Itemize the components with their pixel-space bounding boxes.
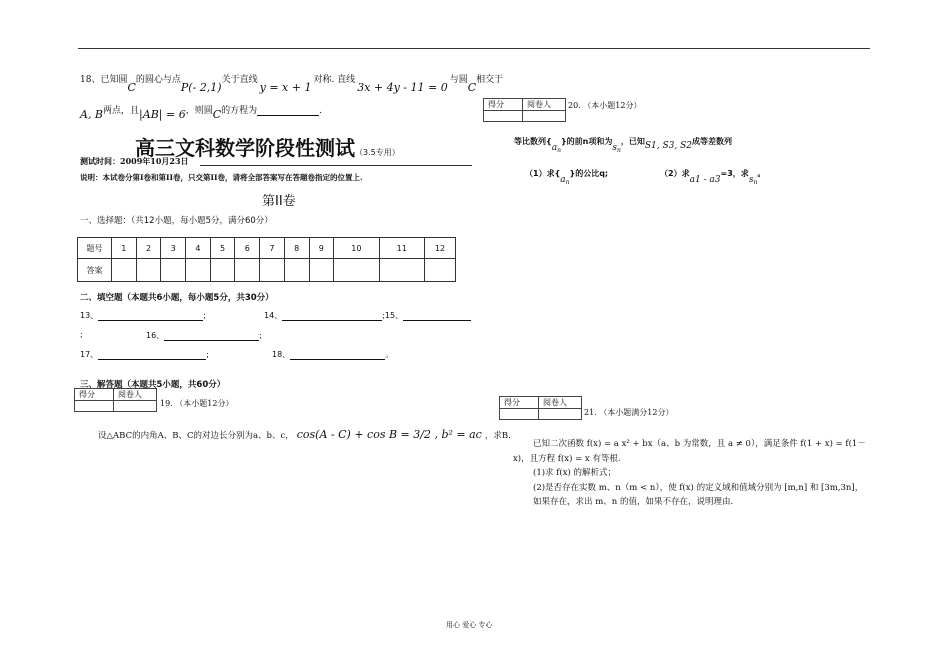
q21-line3: (1)求 f(x) 的解析式； [533,468,617,478]
table-row [78,259,456,282]
q21-line4: (2)是否存在实数 m、n（m < n），使 f(x) 的定义域和值域分别为 [m,n] 和 [3m,3n]， [533,483,864,493]
score-cell[interactable] [484,111,523,122]
question-number-cell: 8 [284,238,309,259]
score-cell[interactable] [500,409,539,420]
q21-header: 21. （本小题满分12分） [584,408,674,417]
q13-blank[interactable] [98,311,203,321]
table-row [500,397,582,409]
fill-row-3b: 18、 。 [272,350,394,359]
table-row [500,409,582,420]
answer-cell[interactable] [136,259,161,282]
reviewer-label: 阅卷人 [114,389,157,401]
answer-cell[interactable] [334,259,379,282]
question-number-cell: 7 [260,238,285,259]
page-title: 高三文科数学阶段性测试（3.5专用） [135,136,400,160]
score-label: 得分 [484,99,523,111]
fill-row-3: 17、 ; [80,350,209,359]
instruction: 说明：本试卷分第I卷和第II卷，只交第II卷，请将全部答案写在答题卷指定的位置上. [80,173,363,182]
q19-header: 19. （本小题12分） [160,399,234,408]
fill-row-2: ; [80,330,83,339]
score-label: 得分 [500,397,539,409]
test-time: 测试时间：2009年10月23日 [80,156,189,166]
q21-line1: 已知二次函数 f(x) = a x² + bx（a、b 为常数，且 a ≠ 0），满足条件 f(1 + x) = f(1－ [533,439,866,449]
reviewer-cell[interactable] [539,409,582,420]
answer-cell[interactable] [260,259,285,282]
top-rule [78,48,870,49]
q21-line5: 如果存在，求出 m、n 的值，如果不存在，说明理由. [533,497,734,507]
answer-cell[interactable] [284,259,309,282]
section3-heading: 三、解答题（本题共5小题，共60分） [80,380,226,390]
question-number-cell: 3 [161,238,186,259]
table-row [75,389,157,401]
score-box-20 [483,98,566,122]
fill-row-1: 13、 ; [80,311,206,320]
q14-blank[interactable] [282,311,382,321]
question-number-cell: 5 [210,238,235,259]
answer-cell[interactable] [425,259,456,282]
q18-fill-blank[interactable] [290,350,385,360]
answer-table [77,237,456,282]
q17-blank[interactable] [98,350,206,360]
fill-row-1b: 14、 ;15、 [264,310,471,321]
q15-blank[interactable] [403,311,471,321]
q16-blank[interactable] [164,331,259,341]
table-row [78,238,456,259]
q20-line1: 等比数列$\{a_n\}$的前n项和为$s_n$，已知S1, S3, S2成等差数列 [514,137,732,154]
question-number-cell: 1 [112,238,137,259]
title-rule [200,165,472,166]
reviewer-label: 阅卷人 [539,397,582,409]
table-row [484,111,566,122]
question-number-cell: 4 [186,238,211,259]
q18-line1: 18、已知圆C的圆心与点P(- 2,1)关于直线y = x + 1对称. 直线3x + 4y - 11 = 0与圆C相交于 [80,75,504,94]
question-number-cell: 9 [309,238,334,259]
q18-answer-blank[interactable] [257,106,319,116]
q20-part1: （1）求$\{a_n\}$的公比q; [525,169,609,186]
score-box-21 [499,396,582,420]
section1-heading: 一、选择题：（共12小题，每小题5分，满分60分） [80,216,273,226]
question-number-cell: 6 [235,238,260,259]
answer-cell[interactable] [235,259,260,282]
question-number-cell: 11 [379,238,424,259]
q19-formula: cos(A - C) + cos B = 3/2 , b² = ac [296,428,482,441]
score-box-19 [74,388,157,412]
answer-cell[interactable] [112,259,137,282]
footer: 用心 爱心 专心 [446,621,493,629]
score-cell[interactable] [75,401,114,412]
q21-line2: x)，且方程 f(x) = x 有等根. [513,454,621,464]
question-number-cell: 10 [334,238,379,259]
table-row [75,401,157,412]
fill-row-2b: 16、 ; [146,331,262,340]
question-number-cell: 12 [425,238,456,259]
table-header-cell: 题号 [78,238,112,259]
answer-cell[interactable] [379,259,424,282]
score-label: 得分 [75,389,114,401]
question-number-cell: 2 [136,238,161,259]
reviewer-cell[interactable] [114,401,157,412]
section2-heading: 二、填空题（本题共6小题，每小题5分，共30分） [80,293,274,303]
answer-table-wrap [77,237,456,282]
answer-cell[interactable] [210,259,235,282]
q20-part2: （2）求a1 - a3=3，求$s_n$。 [660,169,766,186]
q20-header: 20. （本小题12分） [568,101,642,110]
answer-cell[interactable] [186,259,211,282]
answer-cell[interactable] [161,259,186,282]
reviewer-label: 阅卷人 [523,99,566,111]
q18-line2: A, B两点，且|AB| = 6，则圆C的方程为 . [80,106,323,121]
volume-title: 第II卷 [262,194,296,209]
reviewer-cell[interactable] [523,111,566,122]
answer-cell[interactable] [309,259,334,282]
table-row [484,99,566,111]
q19-body: 设△ABC的内角A、B、C的对边长分别为a、b、c， cos(A - C) + cos B = 3/2 , b² = ac ，求B. [98,428,511,441]
table-header-cell: 答案 [78,259,112,282]
